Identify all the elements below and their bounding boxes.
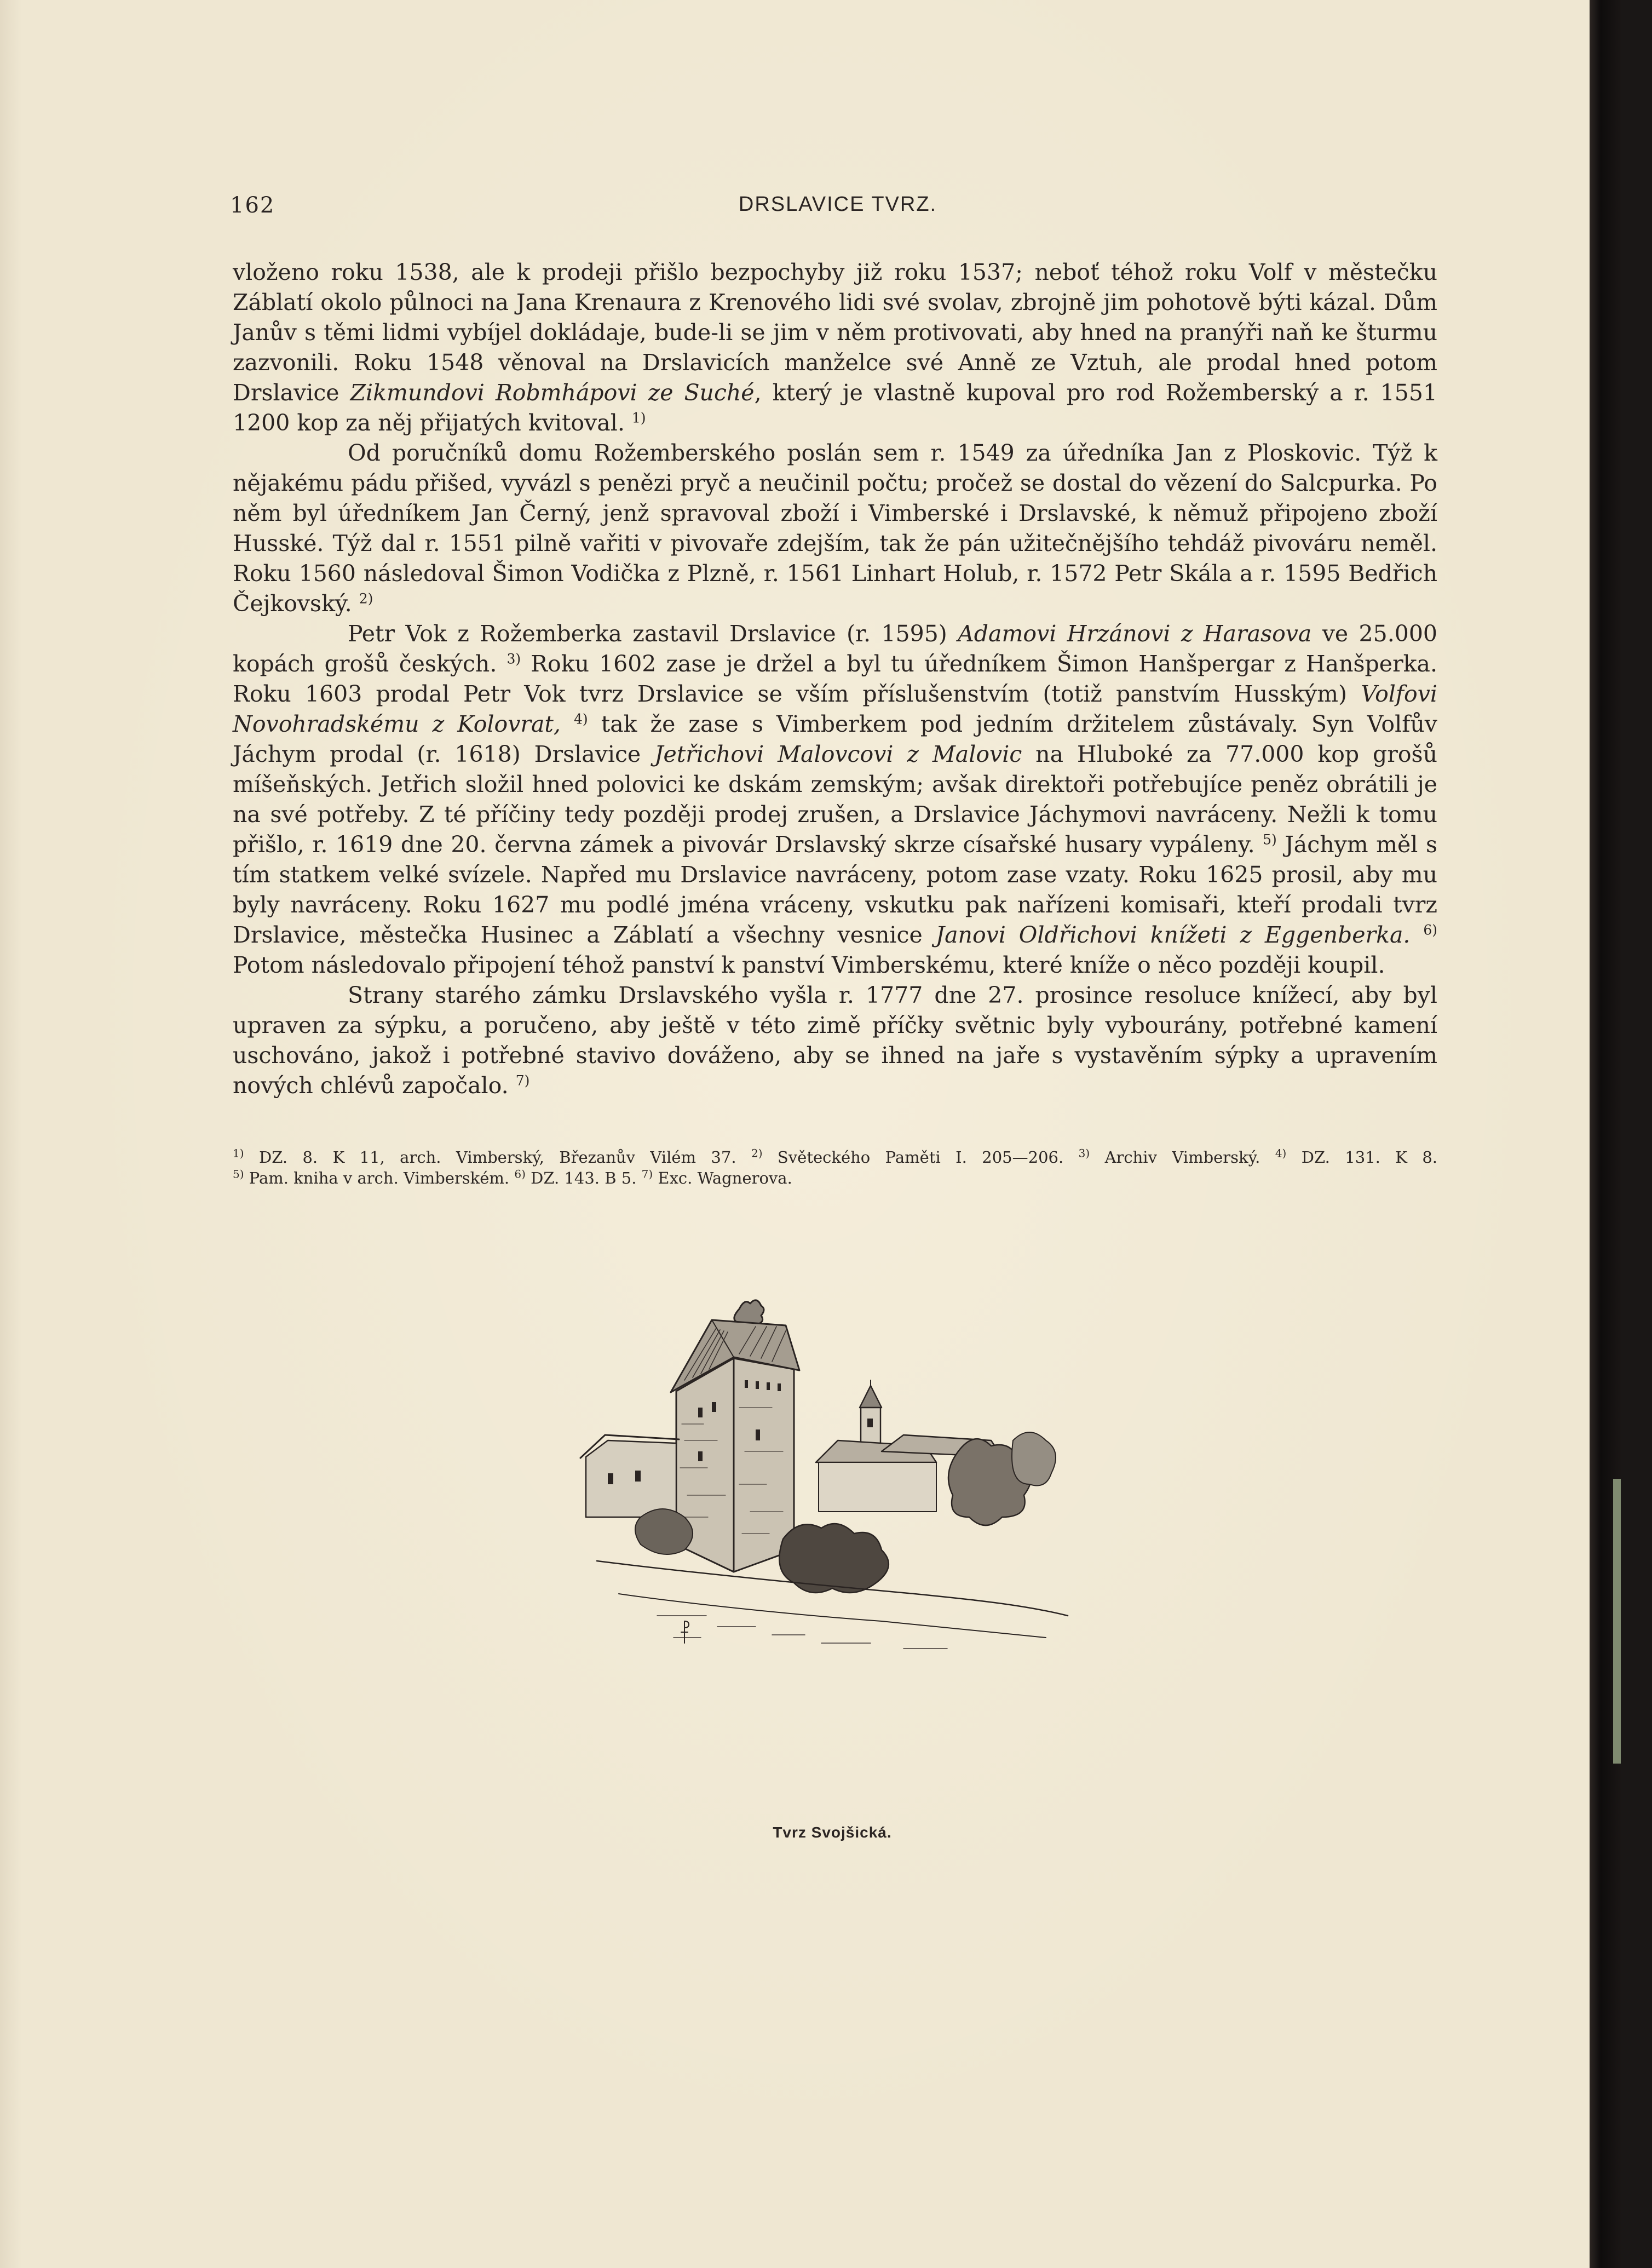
text-run [561, 711, 574, 737]
footnote-mark: 4) [1275, 1146, 1287, 1160]
text-run: tak že zase s Vimberkem pod jedním držitelem zůstávaly. Syn Volfův Jáchym prodal (r. 1618) Drslavice [233, 711, 1437, 767]
footnote [514, 1169, 636, 1187]
text-run: na Hluboké za 77.000 kop grošů míšeňských. Jetřich složil hned polovici ke dskám zemským; avšak direktoři potřebujíce peněz obrátili je na své potřeby. Z té příčiny tedy později prodej zrušen, a Drslavice Jáchymovi navráceny. Nežli k tomu přišlo, r. 1619 dne 20. června zámek a pivovár Drslavský skrze císařské husary vypáleny. [233, 741, 1437, 858]
text-run: Od poručníků domu Rožemberského poslán sem r. 1549 za úředníka Jan z Ploskovic. Týž k nějakému pádu přišed, vyvázl s penězi pryč a neučinil počtu; pročež se dostal do vězení do Salcpurka. Po něm byl úředníkem Jan Černý, jenž spravoval zboží i Vimberské i Drslavské, k němuž připojeno zboží Husské. Týž dal r. 1551 pilně vařiti v pivovaře zdejším, tak že pán užitečnějšího tehdáž pivováru neměl. Roku 1560 následoval Šimon Vodička z Plzně, r. 1561 Linhart Holub, r. 1572 Petr Skála a r. 1595 Bedřich Čejkovský. [233, 440, 1437, 617]
footnote-mark: 6) [514, 1167, 526, 1181]
footnote-text: Archiv Vimberský. [1104, 1148, 1260, 1167]
footnote-ref: 3) [506, 651, 521, 667]
footnote-text: DZ. 143. B 5. [531, 1169, 637, 1187]
text-run: Roku 1602 zase je držel a byl tu úředníkem Šimon Hanšpergar z Hanšperka. Roku 1603 prodal Petr Vok tvrz Drslavice se vším příslušenstvím (totiž panstvím Husským) [233, 651, 1437, 707]
text-run: Petr Vok z Rožemberka zastavil Drslavice (r. 1595) [348, 621, 958, 647]
illustration-caption: Tvrz Svojšická. [773, 1824, 892, 1841]
paragraph [233, 980, 1437, 1101]
footnote-mark: 3) [1078, 1146, 1090, 1160]
text-run: Potom následovalo připojení téhož panství k panství Vimberskému, které kníže o něco později koupil. [233, 952, 1385, 978]
footnote-ref: 1) [631, 410, 646, 426]
footnote-ref: 2) [359, 590, 373, 607]
footnote [1275, 1148, 1437, 1167]
footnote-text: DZ. 131. K 8. [1301, 1148, 1438, 1167]
footnote-mark: 5) [233, 1167, 244, 1181]
footnote-mark: 1) [233, 1146, 244, 1160]
footnote [233, 1148, 736, 1167]
footnote-ref: 5) [1263, 831, 1277, 848]
footnote-ref: 7) [515, 1072, 530, 1089]
footnote-mark: 7) [641, 1167, 653, 1181]
text-run [1410, 922, 1423, 948]
footnote-mark: 2) [751, 1146, 763, 1160]
italic-name: Zikmundovi Robmhápovi ze Suché [350, 380, 755, 406]
footnote-text: Světeckého Paměti I. 205—206. [777, 1148, 1064, 1167]
paragraph [233, 257, 1437, 438]
running-title: DRSLAVICE TVRZ. [738, 193, 937, 216]
footnote [642, 1169, 792, 1187]
text-run: Jáchym měl s tím statkem velké svízele. Napřed mu Drslavice navráceny, potom zase vzaty. Roku 1625 prosil, aby mu byly navráceny. Roku 1627 mu podlé jména vráceny, vskutku pak nařízeni komisaři, kteří prodali tvrz Drslavice, městečka Husinec a Záblatí a všechny vesnice [233, 831, 1437, 948]
text-run: Strany starého zámku Drslavského vyšla r. 1777 dne 27. prosince resoluce knížecí, aby byl upraven za sýpku, a poručeno, aby ještě v této zimě příčky světnic byly vybourány, potřebné kamení uschováno, jakož i potřebné stavivo dováženo, aby se ihned na jaře s vystavěním sýpky a upravením nových chlévů započalo. [233, 982, 1437, 1099]
footnotes [233, 1147, 1437, 1188]
footnote-ref: 6) [1423, 922, 1437, 938]
italic-name: Adamovi Hrzánovi z Harasova [958, 621, 1312, 647]
footnote-text: Pam. kniha v arch. Vimberském. [249, 1169, 510, 1187]
paragraph [233, 619, 1437, 980]
italic-name: Volfovi Novohradskému z Kolovrat, [233, 681, 1437, 737]
scanner-edge [1590, 0, 1621, 2268]
text-run: , který je vlastně kupoval pro rod Rožemberský a r. 1551 1200 kop za něj přijatých kvitoval. [233, 380, 1437, 436]
footnote [1079, 1148, 1260, 1167]
page-number: 162 [230, 193, 275, 218]
footnote-text: DZ. 8. K 11, arch. Vimberský, Březanův Vilém 37. [258, 1148, 736, 1167]
scanner-edge-tab [1613, 1479, 1621, 1764]
text-run: vloženo roku 1538, ale k prodeji přišlo bezpochyby již roku 1537; neboť téhož roku Volf v městečku Záblatí okolo půlnoci na Jana Krenaura z Krenového lidi své svolav, zbrojně jim pohotově býti kázal. Dům Janův s těmi lidmi vybíjel dokládaje, bude-li se jim v něm protivovati, aby hned na pranýři naň ke šturmu zazvonili. Roku 1548 věnoval na Drslavicích manželce své Anně ze Vztuh, ale prodal hned potom Drslavice [233, 259, 1437, 406]
castle-illustration [575, 1287, 1079, 1660]
footnote-text: Exc. Wagnerova. [658, 1169, 792, 1187]
footnote-ref: 4) [574, 711, 588, 727]
italic-name: Jetřichovi Malovcovi z Malovic [654, 741, 1022, 767]
footnote [751, 1148, 1063, 1167]
paragraph [233, 438, 1437, 619]
footnote [233, 1169, 509, 1187]
page-header [230, 193, 1446, 226]
italic-name: Janovi Oldřichovi knížeti z Eggenberka. [935, 922, 1411, 948]
text-run: ve 25.000 kopách grošů českých. [233, 621, 1438, 677]
body-text [233, 257, 1437, 1101]
